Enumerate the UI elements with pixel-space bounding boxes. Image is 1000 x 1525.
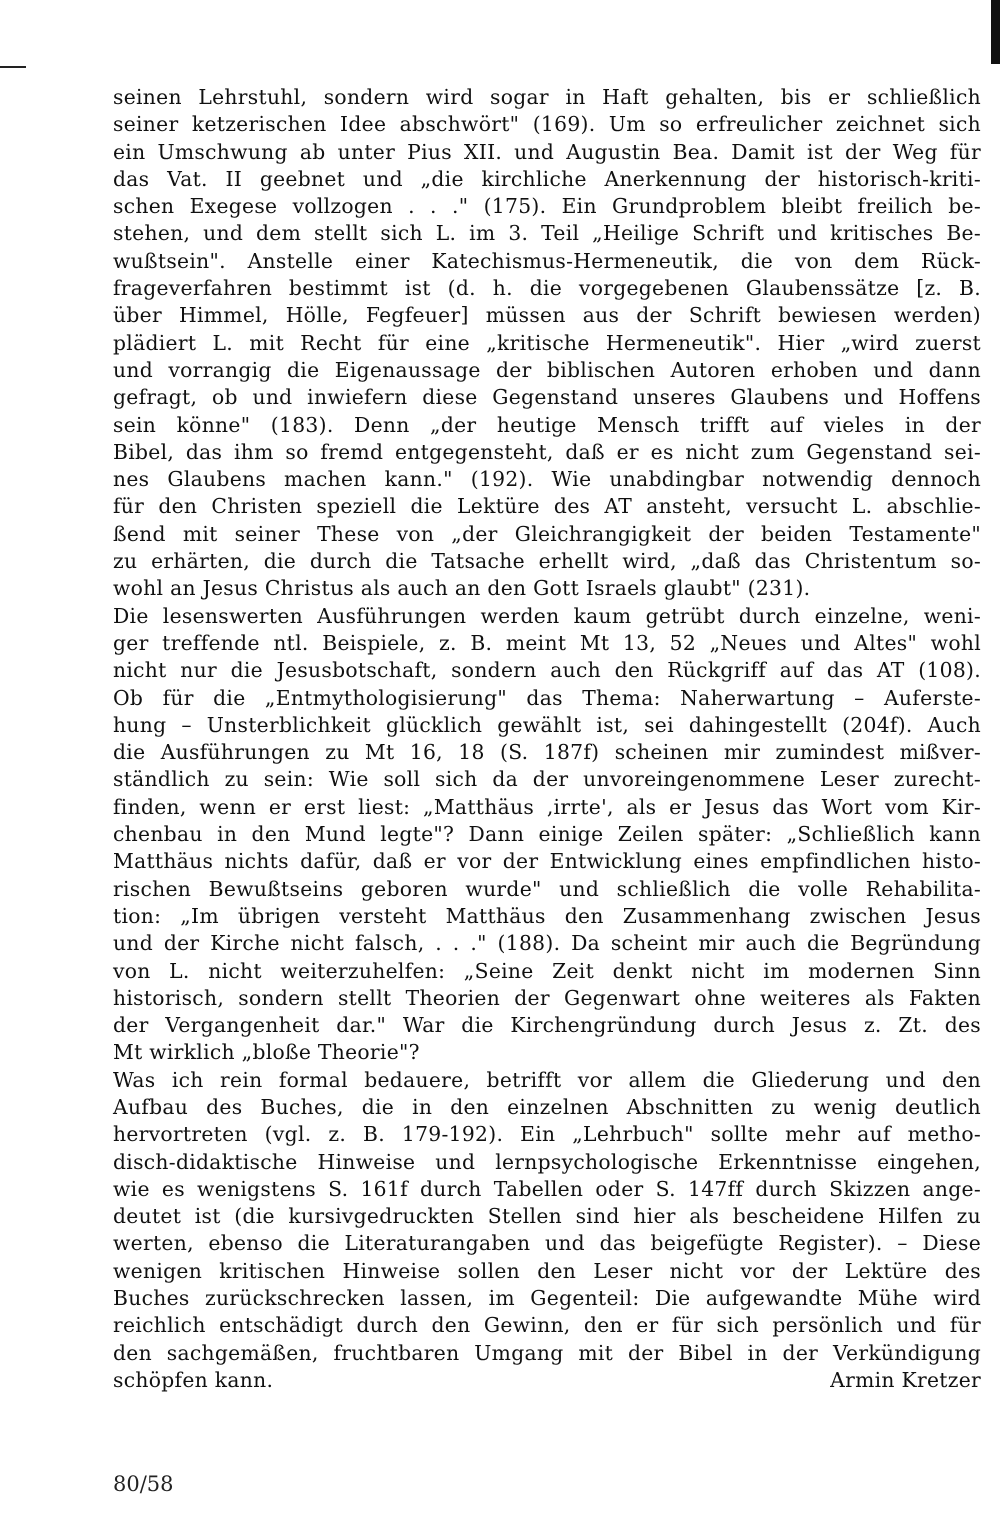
text-line: tion: „Im übrigen versteht Matthäus den Zusammenhang zwischen Jesus [113, 903, 981, 928]
text-line: Bibel, das ihm so fremd entgegensteht, daß er es nicht zum Gegenstand sei- [113, 439, 981, 464]
text-line: Matthäus nichts dafür, daß er vor der Entwicklung eines empfindlichen histo- [113, 849, 981, 874]
text-line: ständlich zu sein: Wie soll sich da der unvoreingenommene Leser zurecht- [113, 767, 981, 792]
text-line: Was ich rein formal bedauere, betrifft vor allem die Gliederung und den [113, 1067, 981, 1092]
text-line: den sachgemäßen, fruchtbaren Umgang mit der Bibel in der Verkündigung [113, 1340, 981, 1365]
text-line: reichlich entschädigt durch den Gewinn, den er für sich persönlich und für [113, 1313, 981, 1338]
text-line: sein könne" (183). Denn „der heutige Mensch trifft auf vieles in der [113, 412, 981, 437]
text-line: frageverfahren bestimmt ist (d. h. die vorgegebenen Glaubenssätze [z. B. [113, 276, 981, 301]
text-line: Ob für die „Entmythologisierung" das Thema: Naherwartung – Auferste- [113, 685, 981, 710]
text-line: Buches zurückschrecken lassen, im Gegenteil: Die aufgewandte Mühe wird [113, 1286, 981, 1311]
text-line: und vorrangig die Eigenaussage der biblischen Autoren erhoben und dann [113, 357, 981, 382]
text-line: Aufbau des Buches, die in den einzelnen Abschnitten zu wenig deutlich [113, 1094, 981, 1119]
final-text: schöpfen kann. [113, 1367, 274, 1392]
text-line: wenigen kritischen Hinweise sollen den Leser nicht vor der Lektüre des [113, 1258, 981, 1283]
text-line: das Vat. II geebnet und „die kirchliche Anerkennung der historisch-kriti- [113, 166, 981, 191]
text-line: wie es wenigstens S. 161f durch Tabellen oder S. 147ff durch Skizzen ange- [113, 1176, 981, 1201]
text-line: rischen Bewußtseins geboren wurde" und schließlich die volle Rehabilita- [113, 876, 981, 901]
text-line: plädiert L. mit Recht für eine „kritische Hermeneutik". Hier „wird zuerst [113, 330, 981, 355]
text-line: wußtsein". Anstelle einer Katechismus-Hermeneutik, die von dem Rück- [113, 248, 981, 273]
text-line: schen Exegese vollzogen . . ." (175). Ein Grundproblem bleibt freilich be- [113, 194, 981, 219]
text-line: über Himmel, Hölle, Fegfeuer] müssen aus der Schrift bewiesen werden) [113, 303, 981, 328]
text-line: und der Kirche nicht falsch, . . ." (188). Da scheint mir auch die Begründung [113, 931, 981, 956]
text-line: die Ausführungen zu Mt 16, 18 (S. 187f) scheinen mir zumindest mißver- [113, 740, 981, 765]
text-line: für den Christen speziell die Lektüre des AT ansteht, versucht L. abschlie- [113, 494, 981, 519]
margin-mark [0, 66, 26, 68]
text-line: hung – Unsterblichkeit glücklich gewählt ist, sei dahingestellt (204f). Auch [113, 712, 981, 737]
text-line: ein Umschwung ab unter Pius XII. und Augustin Bea. Damit ist der Weg für [113, 139, 981, 164]
text-line: seiner ketzerischen Idee abschwört" (169). Um so erfreulicher zeichnet sich [113, 112, 981, 137]
text-line: der Vergangenheit dar." War die Kirchengründung durch Jesus z. Zt. des [113, 1013, 981, 1038]
text-line: disch-didaktische Hinweise und lernpsychologische Erkenntnisse eingehen, [113, 1149, 981, 1174]
text-line: nicht nur die Jesusbotschaft, sondern auch den Rückgriff auf das AT (108). [113, 658, 981, 683]
text-line: stehen, und dem stellt sich L. im 3. Teil „Heilige Schrift und kritisches Be- [113, 221, 981, 246]
text-line: chenbau in den Mund legte"? Dann einige Zeilen später: „Schließlich kann [113, 822, 981, 847]
text-line: zu erhärten, die durch die Tatsache erhellt wird, „daß das Christentum so- [113, 549, 981, 574]
text-line: hervortreten (vgl. z. B. 179-192). Ein „Lehrbuch" sollte mehr auf metho- [113, 1122, 981, 1147]
text-line: gefragt, ob und inwiefern diese Gegenstand unseres Glaubens und Hoffens [113, 385, 981, 410]
text-line: von L. nicht weiterzuhelfen: „Seine Zeit denkt nicht im modernen Sinn [113, 958, 981, 983]
text-line: ßend mit seiner These von „der Gleichrangigkeit der beiden Testamente" [113, 521, 981, 546]
text-line: wohl an Jesus Christus als auch an den Gott Israels glaubt" (231). [113, 576, 811, 601]
text-line: Die lesenswerten Ausführungen werden kaum getrübt durch einzelne, weni- [113, 603, 981, 628]
closing-line [113, 1367, 981, 1394]
review-text [113, 84, 981, 1394]
text-line: seinen Lehrstuhl, sondern wird sogar in Haft gehalten, bis er schließlich [113, 85, 981, 109]
text-line: ger treffende ntl. Beispiele, z. B. meint Mt 13, 52 „Neues und Altes" wohl [113, 630, 981, 655]
text-line: nes Glaubens machen kann." (192). Wie unabdingbar notwendig dennoch [113, 467, 981, 492]
edge-bar [991, 0, 1000, 64]
text-line: deutet ist (die kursivgedruckten Stellen sind hier als bescheidene Hilfen zu [113, 1204, 981, 1229]
author-signature: Armin Kretzer [830, 1367, 981, 1392]
text-line: Mt wirklich „bloße Theorie"? [113, 1040, 420, 1065]
text-line: historisch, sondern stellt Theorien der Gegenwart ohne weiteres als Fakten [113, 985, 981, 1010]
text-line: werten, ebenso die Literaturangaben und das beigefügte Register). – Diese [113, 1231, 981, 1256]
page-number: 80/58 [113, 1472, 174, 1496]
text-line: finden, wenn er erst liest: „Matthäus ‚irrte', als er Jesus das Wort vom Kir- [113, 794, 981, 819]
